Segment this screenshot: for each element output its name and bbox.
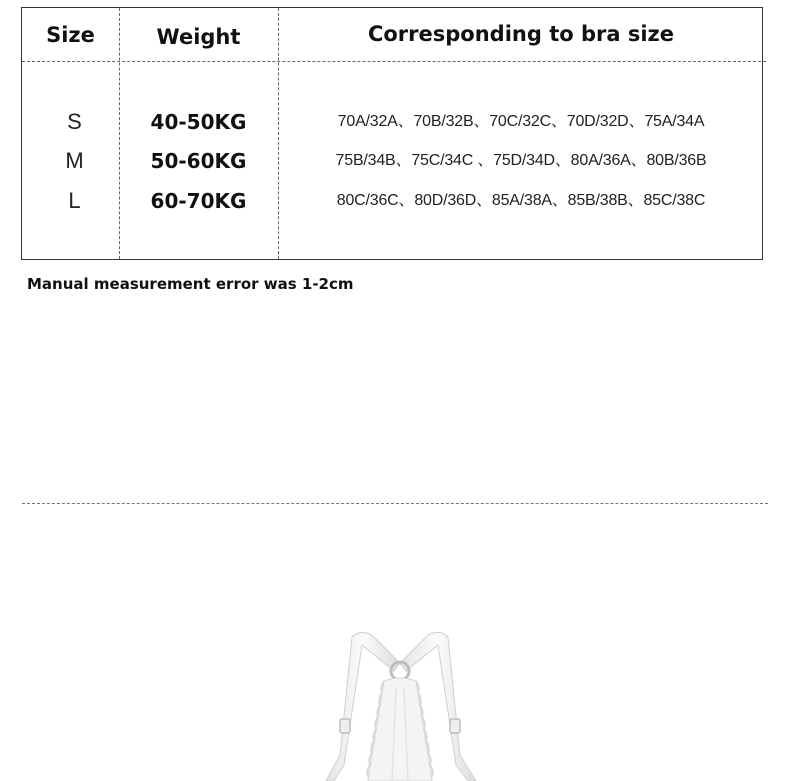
table-row: [22, 185, 762, 217]
product-photo: [300, 615, 500, 781]
header-bra-size: Corresponding to bra size: [367, 22, 675, 46]
section-divider: [22, 503, 768, 504]
table-row: [22, 145, 762, 177]
size-cell: L: [68, 188, 81, 213]
bra-size-cell: 75B/34B、75C/34C 、75D/34D、80A/36A、80B/36B: [335, 152, 707, 169]
header-weight: Weight: [156, 25, 241, 49]
weight-cell: 60-70KG: [150, 189, 247, 213]
size-cell: S: [67, 109, 82, 134]
header-size: Size: [46, 23, 95, 47]
bra-size-cell: 80C/36C、80D/36D、85A/38A、85B/38B、85C/38C: [336, 192, 706, 209]
weight-cell: 50-60KG: [150, 149, 247, 173]
header-divider: [22, 61, 766, 62]
table-row: [22, 106, 762, 138]
weight-cell: 40-50KG: [150, 110, 247, 134]
bra-size-cell: 70A/32A、70B/32B、70C/32C、70D/32D、75A/34A: [337, 113, 705, 130]
size-cell: M: [65, 148, 84, 173]
size-chart-table: [21, 7, 763, 260]
measurement-note: Manual measurement error was 1-2cm: [27, 275, 354, 293]
